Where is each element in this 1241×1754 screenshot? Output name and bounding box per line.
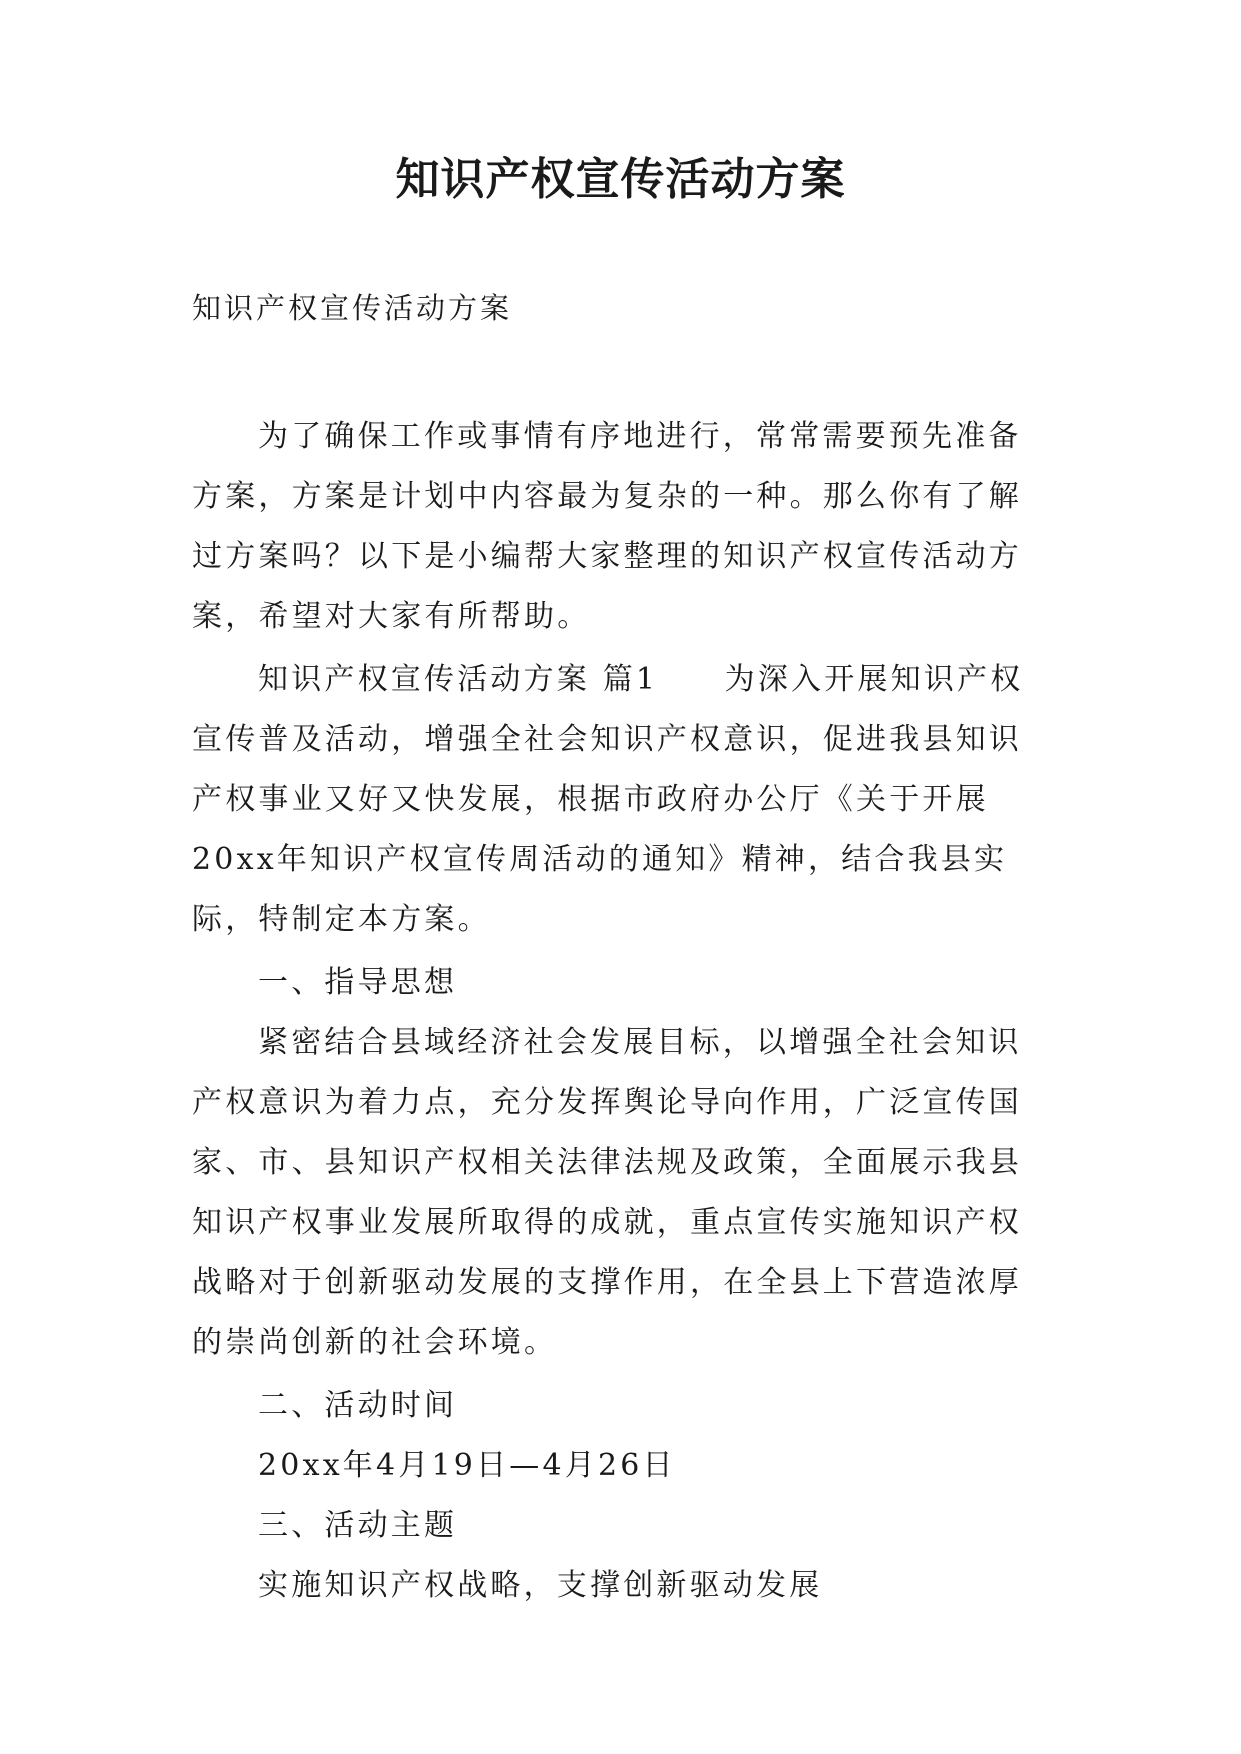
document-subtitle: 知识产权宣传活动方案 — [192, 291, 513, 325]
section-heading-guiding-ideology: 一、指导思想 — [258, 965, 458, 1000]
section-content-guiding-ideology: 紧密结合县域经济社会发展目标，以增强全社会知识产权意识为着力点，充分发挥舆论导向作用，广泛宣传国家、市、县知识产权相关法律法规及政策，全面展示我县知识产权事业发展所取得的成就，重点宣传实施知识产权战略对于创新驱动发展的支撑作用，在全县上下营造浓厚的崇尚创新的社会环境。 — [192, 1025, 1022, 1360]
section-content-activity-time: 20xx年4月19日—4月26日 — [258, 1448, 676, 1483]
section-heading-activity-theme: 三、活动主题 — [258, 1508, 458, 1543]
document-body — [192, 407, 1054, 1616]
section-content-activity-theme: 实施知识产权战略，支撑创新驱动发展 — [258, 1568, 823, 1603]
intro-paragraph: 为了确保工作或事情有序地进行，常常需要预先准备方案，方案是计划中内容最为复杂的一种。那么你有了解过方案吗？以下是小编帮大家整理的知识产权宣传活动方案，希望对大家有所帮助。 — [192, 419, 1022, 634]
section-1-intro-paragraph: 知识产权宣传活动方案 篇1 为深入开展知识产权宣传普及活动，增强全社会知识产权意识，促进我县知识产权事业又好又快发展，根据市政府办公厅《关于开展20xx年知识产权宣传周活动的通知》精神，结合我县实际，特制定本方案。 — [192, 662, 1024, 937]
document-title: 知识产权宣传活动方案 — [395, 154, 846, 205]
section-heading-activity-time: 二、活动时间 — [258, 1388, 458, 1423]
